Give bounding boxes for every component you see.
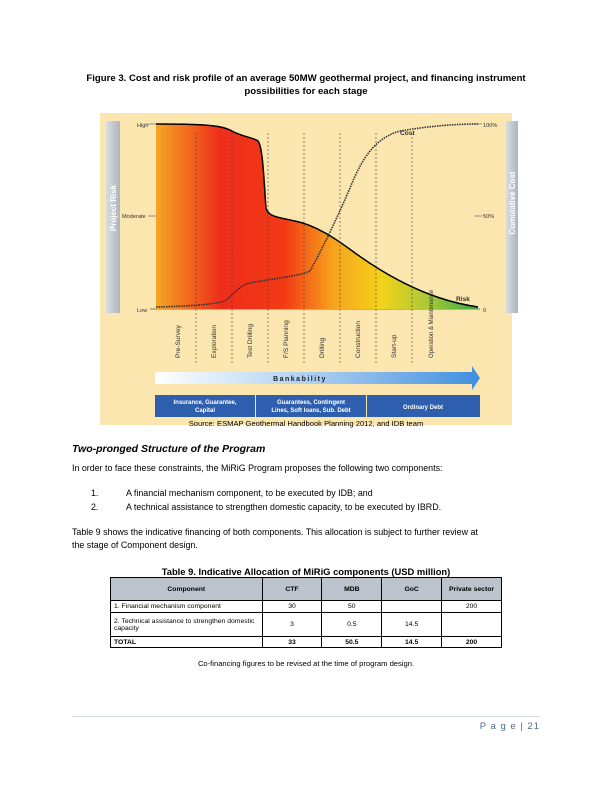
figure-source: Source: ESMAP Geothermal Handbook Planning 2012, and IDB team xyxy=(188,419,424,428)
cost-risk-figure xyxy=(100,113,517,425)
list-item-1: A financial mechanism component, to be executed by IDB; and xyxy=(126,488,373,498)
table-cell xyxy=(382,601,442,613)
table-cell xyxy=(442,613,502,637)
risk-curve-label: Risk xyxy=(456,296,470,303)
left-tick-high: High xyxy=(137,123,149,129)
list-number-1: 1. xyxy=(91,488,99,498)
header-private-sector: Private sector xyxy=(442,578,502,601)
table-cell: 50 xyxy=(322,601,382,613)
page-label: P a g e xyxy=(479,721,517,732)
list-item-2: A technical assistance to strengthen domestic capacity, to be executed by IBRD. xyxy=(126,502,442,512)
header-component: Component xyxy=(111,578,263,601)
table-cell: 0.5 xyxy=(322,613,382,637)
page-footer xyxy=(480,721,540,732)
table-cell: 3 xyxy=(262,613,322,637)
stage-label-operation: Operation & Maintenance xyxy=(429,289,435,358)
table-paragraph-line-1: Table 9 shows the indicative financing of both components. This allocation is subject to further review at xyxy=(72,527,478,537)
table-cell: 50.5 xyxy=(322,637,382,648)
bankability-label: Bankability xyxy=(273,376,327,383)
table-row xyxy=(111,601,502,613)
intro-paragraph: In order to face these constraints, the MiRiG Program proposes the following two components: xyxy=(72,463,443,473)
figure-title-line-1: Figure 3. Cost and risk profile of an average 50MW geothermal project, and financing instrument xyxy=(86,73,526,84)
right-axis-title: Cumulative Cost xyxy=(508,171,517,235)
table-cell: 14.5 xyxy=(382,637,442,648)
table-paragraph-line-2: the stage of Component design. xyxy=(72,540,198,550)
stage-label-test-drilling: Test Drilling xyxy=(247,323,254,358)
table-cell: 200 xyxy=(442,601,502,613)
right-tick-100: 100% xyxy=(483,123,498,129)
table-title: Table 9. Indicative Allocation of MiRiG components (USD million) xyxy=(161,566,451,577)
instrument-1-line-2: Capital xyxy=(194,408,216,414)
page-separator: | xyxy=(520,721,524,732)
instrument-2-line-1: Guarantees, Contingent xyxy=(276,400,346,406)
instrument-2-line-2: Lines, Soft loans, Sub. Debt xyxy=(271,408,351,414)
table-header-row xyxy=(111,578,502,601)
left-tick-moderate: Moderate xyxy=(122,214,146,220)
left-tick-low: Low xyxy=(137,308,148,314)
table-cell: 33 xyxy=(262,637,322,648)
stage-label-drilling: Drilling xyxy=(319,337,326,358)
table-cell: TOTAL xyxy=(111,637,263,648)
page-number: 21 xyxy=(527,721,540,732)
right-tick-50: 50% xyxy=(483,214,495,220)
cost-curve-label: Cost xyxy=(400,130,415,137)
stage-label-pre-survey: Pre-Survey xyxy=(175,325,182,358)
allocation-table xyxy=(110,577,502,648)
right-tick-0: 0 xyxy=(483,308,487,314)
header-goc: GoC xyxy=(382,578,442,601)
figure-title-line-2: possibilities for each stage xyxy=(244,85,368,97)
table-cell: 14.5 xyxy=(382,613,442,637)
table-cell: 2. Technical assistance to strengthen domestic capacity xyxy=(111,613,263,637)
table-paragraph xyxy=(72,526,542,552)
left-axis-title: Project Risk xyxy=(109,184,118,232)
list-number-2: 2. xyxy=(91,502,99,512)
table-row xyxy=(111,613,502,637)
instrument-1-line-1: Insurance, Guarantee, xyxy=(173,400,237,406)
stage-label-start-up: Start-up xyxy=(391,334,398,358)
instrument-3-label: Ordinary Debt xyxy=(402,405,444,411)
figure-title xyxy=(72,73,540,98)
header-ctf: CTF xyxy=(262,578,322,601)
table-total-row xyxy=(111,637,502,648)
stage-label-exploration: Exploration xyxy=(211,325,218,358)
table-cell: 30 xyxy=(262,601,322,613)
stage-label-fs-planning: F/S Planning xyxy=(283,320,290,358)
table-note: Co-financing figures to be revised at the time of program design. xyxy=(197,659,415,668)
table-cell: 200 xyxy=(442,637,502,648)
header-mdb: MDB xyxy=(322,578,382,601)
stage-label-construction: Construction xyxy=(355,320,362,358)
table-cell: 1. Financial mechanism component xyxy=(111,601,263,613)
footer-divider xyxy=(72,716,540,717)
section-heading: Two-pronged Structure of the Program xyxy=(72,443,266,455)
